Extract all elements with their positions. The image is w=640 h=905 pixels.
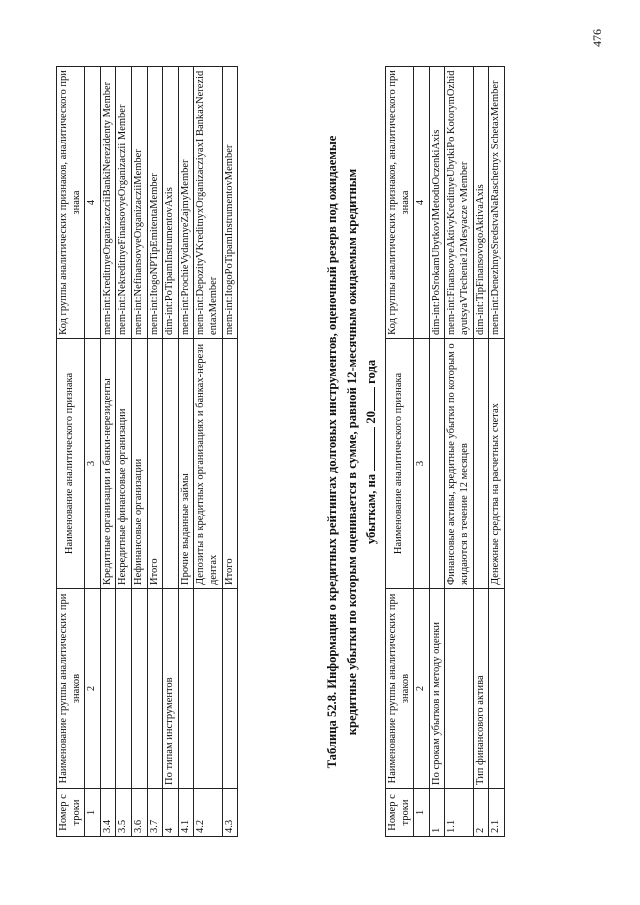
table-row bbox=[147, 67, 163, 837]
group-name-cell bbox=[445, 589, 473, 789]
row-number: 4.1 bbox=[178, 789, 194, 837]
table-row bbox=[194, 67, 222, 837]
table-row bbox=[100, 67, 116, 837]
header-feature-name: Наименование аналитического признака bbox=[57, 339, 85, 589]
caption-line-1: Таблица 52.8. Информация о кредитных рейтингах долговых инструментов, оценочный резерв под ожидаемые bbox=[325, 135, 339, 769]
group-name-cell bbox=[178, 589, 194, 789]
group-name-cell bbox=[489, 589, 505, 789]
code-cell: mem-int:ItogoPoTipamInstrumentovMember bbox=[222, 67, 238, 339]
code-cell: dim-int:PoSrokamUbytkovIMetoduOczenkiAxis bbox=[429, 67, 445, 339]
code-cell: mem-int:ProchieVydannyeZajmyMember bbox=[178, 67, 194, 339]
group-name-cell bbox=[147, 589, 163, 789]
group-name-cell: По срокам убытков и методу оценки bbox=[429, 589, 445, 789]
feature-name-cell: Итого bbox=[147, 339, 163, 589]
table-row bbox=[445, 67, 473, 837]
group-name-cell: Тип финансового актива bbox=[473, 589, 489, 789]
row-number: 2 bbox=[473, 789, 489, 837]
column-number: 2 bbox=[414, 589, 430, 789]
page-number: 476 bbox=[590, 29, 604, 47]
row-number: 3.4 bbox=[100, 789, 116, 837]
caption-year-word: года bbox=[364, 359, 379, 384]
feature-name-cell: Кредитные организации и банки-нерезиденты bbox=[100, 339, 116, 589]
feature-name-cell: Нефинансовые организации bbox=[131, 339, 147, 589]
column-number: 3 bbox=[414, 339, 430, 589]
row-number: 3.6 bbox=[131, 789, 147, 837]
table-header-row bbox=[386, 67, 414, 837]
caption-date-prefix: убыткам, на bbox=[364, 473, 379, 545]
table-row bbox=[489, 67, 505, 837]
code-cell: mem-int:FinansovyeAktivyKreditnyeUbytkiPo KotorymOzhidayutsyaVTechenie12Mesyacze vMember bbox=[445, 67, 473, 339]
column-number-row bbox=[85, 67, 101, 837]
group-name-cell: По типам инструментов bbox=[163, 589, 179, 789]
feature-name-cell: Итого bbox=[222, 339, 238, 589]
header-feature-name: Наименование аналитического признака bbox=[386, 339, 414, 589]
table-row bbox=[473, 67, 489, 837]
year-blank bbox=[363, 387, 375, 411]
column-number: 1 bbox=[414, 789, 430, 837]
row-number: 3.7 bbox=[147, 789, 163, 837]
header-row-number: Номер строки bbox=[386, 789, 414, 837]
feature-name-cell: Некредитные финансовые организации bbox=[116, 339, 132, 589]
column-number-row bbox=[414, 67, 430, 837]
header-code: Код группы аналитических признаков, аналитического признака bbox=[57, 67, 85, 339]
table-row bbox=[222, 67, 238, 837]
row-number: 3.5 bbox=[116, 789, 132, 837]
feature-name-cell: Прочие выданные займы bbox=[178, 339, 194, 589]
code-cell: mem-int:ItogoNPTipEmitentaMember bbox=[147, 67, 163, 339]
column-number: 4 bbox=[85, 67, 101, 339]
table-header-row bbox=[57, 67, 85, 837]
feature-name-cell bbox=[163, 339, 179, 589]
header-group-name: Наименование группы аналитических признаков bbox=[57, 589, 85, 789]
feature-name-cell: Финансовые активы, кредитные убытки по которым ожидаются в течение 12 месяцев bbox=[445, 339, 473, 589]
table-row bbox=[163, 67, 179, 837]
column-number: 1 bbox=[85, 789, 101, 837]
feature-name-cell: Депозиты в кредитных организациях и банках-нерезидентах bbox=[194, 339, 222, 589]
table-row bbox=[116, 67, 132, 837]
feature-name-cell: Денежные средства на расчетных счетах bbox=[489, 339, 505, 589]
row-number: 1 bbox=[429, 789, 445, 837]
header-row-number: Номер строки bbox=[57, 789, 85, 837]
column-number: 2 bbox=[85, 589, 101, 789]
column-number: 3 bbox=[85, 339, 101, 589]
group-name-cell bbox=[116, 589, 132, 789]
caption-year-prefix: 20 bbox=[364, 411, 379, 424]
row-number: 4.3 bbox=[222, 789, 238, 837]
feature-name-cell bbox=[473, 339, 489, 589]
caption-line-3 bbox=[362, 67, 382, 837]
table-row bbox=[178, 67, 194, 837]
code-cell: dim-int:PoTipamInstrumentovAxis bbox=[163, 67, 179, 339]
feature-name-cell bbox=[429, 339, 445, 589]
table-row bbox=[429, 67, 445, 837]
table-continuation bbox=[56, 66, 238, 837]
code-cell: dim-int:TipFinansovogoAktivaAxis bbox=[473, 67, 489, 339]
date-blank bbox=[363, 427, 375, 471]
header-group-name: Наименование группы аналитических признаков bbox=[386, 589, 414, 789]
row-number: 2.1 bbox=[489, 789, 505, 837]
code-cell: mem-int:DenezhnyeSredstvaNaRaschetnyx SchetaxMember bbox=[489, 67, 505, 339]
table-caption bbox=[323, 67, 382, 837]
header-code: Код группы аналитических признаков, аналитического признака bbox=[386, 67, 414, 339]
group-name-cell bbox=[131, 589, 147, 789]
group-name-cell bbox=[100, 589, 116, 789]
code-cell: mem-int:NefinansovyeOrganizacziiMember bbox=[131, 67, 147, 339]
row-number: 1.1 bbox=[445, 789, 473, 837]
caption-line-2: кредитные убытки по которым оценивается в сумме, равной 12-месячным ожидаемым кредитным bbox=[344, 168, 359, 736]
column-number: 4 bbox=[414, 67, 430, 339]
code-cell: mem-int:KreditnyeOrganizaczciiBankiNerezidenty Member bbox=[100, 67, 116, 339]
table-row bbox=[131, 67, 147, 837]
code-cell: mem-int:DepozityVKreditnyxOrganizacziyaxI BankaxNerezidentaxMember bbox=[194, 67, 222, 339]
row-number: 4.2 bbox=[194, 789, 222, 837]
group-name-cell bbox=[194, 589, 222, 789]
table-52-8 bbox=[385, 66, 505, 837]
row-number: 4 bbox=[163, 789, 179, 837]
code-cell: mem-int:NekreditnyeFinansovyeOrganizaczii Member bbox=[116, 67, 132, 339]
group-name-cell bbox=[222, 589, 238, 789]
